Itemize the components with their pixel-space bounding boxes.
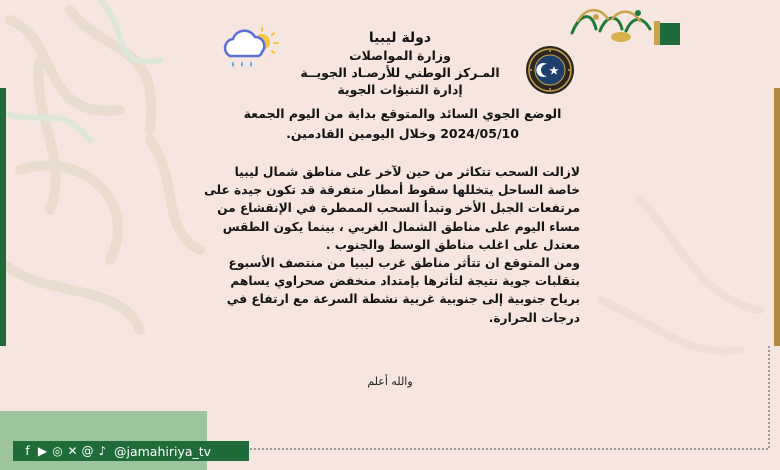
social-bar <box>13 441 249 461</box>
bulletin-body <box>200 163 580 327</box>
left-frame-bar <box>0 88 6 346</box>
facebook-icon[interactable]: f <box>25 444 30 458</box>
right-dotted-border <box>768 346 770 448</box>
ministry-name: وزارة المواصلات <box>349 48 451 63</box>
bottom-dotted-border <box>210 448 768 450</box>
center-name: المـركز الوطني للأرصـاد الجويــة <box>300 65 500 80</box>
title-line-1: الوضع الجوي السائد والمتوقع بداية من اليوم الجمعة <box>243 106 562 121</box>
youtube-icon[interactable]: ▶ <box>37 444 48 458</box>
meteorology-logo <box>566 3 680 45</box>
department-name: إدارة التنبؤات الجوية <box>337 82 463 97</box>
threads-icon[interactable]: @ <box>81 444 94 458</box>
instagram-icon[interactable]: ◎ <box>52 444 63 458</box>
closing-phrase: والله أعلم <box>367 375 413 388</box>
x-icon[interactable]: ✕ <box>67 444 78 458</box>
bulletin-title <box>230 104 575 144</box>
state-name: دولة ليبيا <box>368 30 432 46</box>
body-paragraph-1: لازالت السحب تتكاثر من حين لآخر على مناطق شمال ليبيا خاصة الساحل يتخللها سقوط أمطار متفرقة قد تكون جيدة على مرتفعات الجبل الأخر وتبدأ السحب الممطرة في الإنقشاع من مساء اليوم على مناطق الشمال الغربي ، بينما يكون الطقس معتدل على اغلب مناطق الوسط والجنوب . <box>204 165 580 252</box>
right-frame-bar <box>774 88 780 346</box>
body-paragraph-2: ومن المتوقع ان تتأثر مناطق غرب ليبيا من منتصف الأسبوع بتقلبات جوية نتيجة لتأثرها بإمتداد منخفض صحراوي يساهم برياح جنوبية إلى جنوبية غربية نشطة السرعة مع ارتفاع في درجات الحرارة. <box>226 256 580 325</box>
social-handle[interactable]: @jamahiriya_tv <box>114 443 212 459</box>
header-block <box>260 30 540 98</box>
tiktok-icon[interactable]: ♪ <box>98 444 107 458</box>
title-line-2: 2024/05/10 وخلال اليومين القادمين. <box>286 126 519 141</box>
